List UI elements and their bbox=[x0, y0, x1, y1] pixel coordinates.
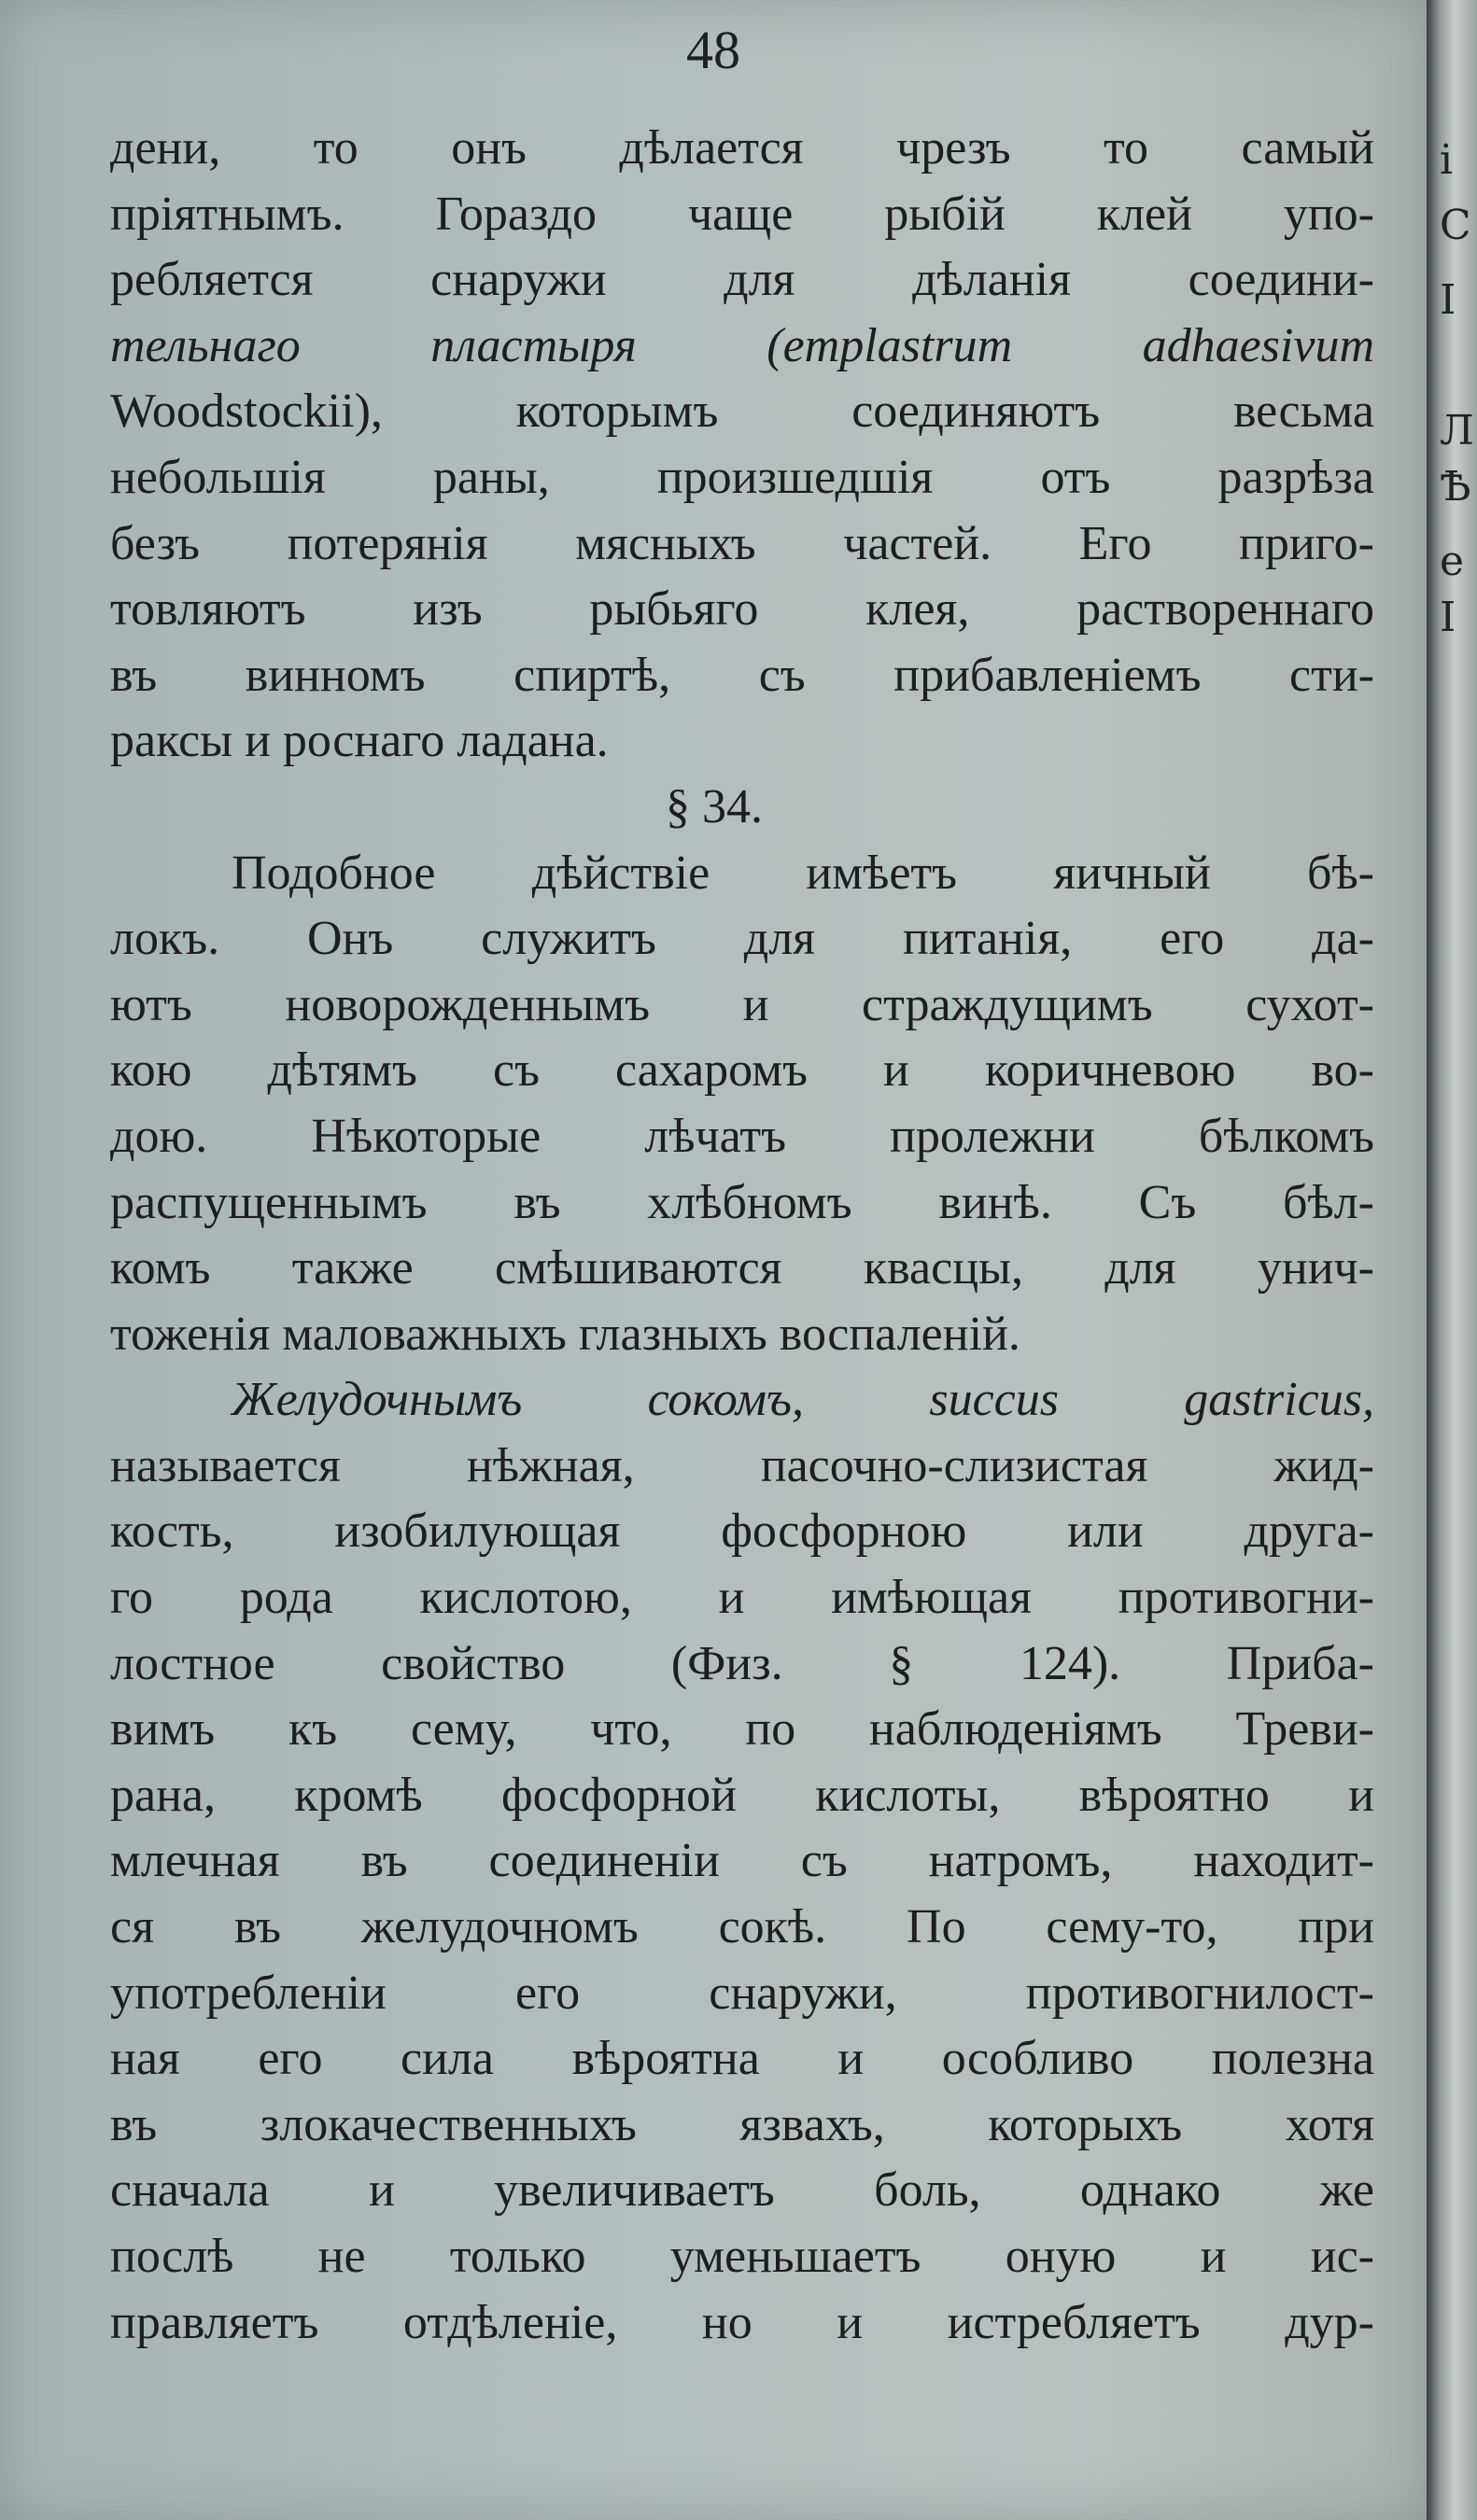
text-line: дою. Нѣкоторые лѣчатъ пролежни бѣлкомъ bbox=[110, 1109, 1374, 1163]
text-line: рана, кромѣ фосфорной кислоты, вѣроятно и bbox=[110, 1768, 1374, 1822]
text-line: называется нѣжная, пасочно-слизистая жид- bbox=[110, 1438, 1374, 1492]
text-line: ребляется снаружи для дѣланія соедини- bbox=[110, 253, 1374, 307]
text-line: Подобное дѣйствіе имѣетъ яичный бѣ- bbox=[232, 846, 1374, 900]
adjacent-page-glyph: І bbox=[1440, 594, 1456, 641]
adjacent-page-glyph: Л bbox=[1440, 407, 1474, 455]
text-line: локъ. Онъ служитъ для питанія, его да- bbox=[110, 912, 1374, 966]
adjacent-page-glyph: і bbox=[1440, 136, 1454, 184]
text-line: лостное свойство (Физ. § 124). Приба- bbox=[110, 1636, 1374, 1690]
text-line: тоженія маловажныхъ глазныхъ воспаленій. bbox=[110, 1307, 1020, 1361]
italic-text: тельнаго пластыря (emplastrum adhaesivum bbox=[110, 318, 1374, 372]
text-line: безъ потерянія мясныхъ частей. Его приго- bbox=[110, 516, 1374, 570]
adjacent-page-glyph: е bbox=[1440, 538, 1465, 585]
text-line: ная его сила вѣроятна и особливо полезна bbox=[110, 2032, 1374, 2086]
body-text bbox=[110, 116, 1374, 2356]
text-line: кость, изобилующая фосфорною или друга- bbox=[110, 1505, 1374, 1559]
text-line: раксы и роснаго ладана. bbox=[110, 714, 609, 768]
text-line bbox=[110, 314, 1374, 380]
page-number: 48 bbox=[686, 20, 740, 80]
text-line: кою дѣтямъ съ сахаромъ и коричневою во- bbox=[110, 1043, 1374, 1098]
text-line bbox=[110, 1367, 1374, 1434]
text-line: небольшія раны, произшедшія отъ разрѣза bbox=[110, 450, 1374, 504]
latin-term: succus gastricus, bbox=[929, 1373, 1374, 1427]
adjacent-page-glyph: С bbox=[1440, 202, 1471, 249]
italic-term: Желудочнымъ сокомъ, bbox=[232, 1373, 804, 1427]
adjacent-page-glyph: І bbox=[1440, 276, 1456, 324]
text-line: ютъ новорожденнымъ и страждущимъ сухот- bbox=[110, 977, 1374, 1031]
text-line: послѣ не только уменьшаетъ оную и ис- bbox=[110, 2230, 1374, 2283]
text-line: комъ также смѣшиваются квасцы, для унич- bbox=[110, 1241, 1374, 1295]
text-line: распущеннымъ въ хлѣбномъ винѣ. Съ бѣл- bbox=[110, 1175, 1374, 1229]
text-line: пріятнымъ. Гораздо чаще рыбій клей упо- bbox=[110, 187, 1374, 241]
text-line: въ винномъ спиртѣ, съ прибавленіемъ сти- bbox=[110, 648, 1374, 702]
text-line: млечная въ соединеніи съ натромъ, находит- bbox=[110, 1834, 1374, 1888]
text-line: дени, то онъ дѣлается чрезъ то самый bbox=[110, 121, 1374, 175]
text-line: вимъ къ сему, что, по наблюденіямъ Треви- bbox=[110, 1702, 1374, 1757]
text-line: сначала и увеличиваетъ боль, однако же bbox=[110, 2163, 1374, 2218]
text-line: правляетъ отдѣленіе, но и истребляетъ дур- bbox=[110, 2295, 1374, 2349]
text-line: товляютъ изъ рыбьяго клея, раствореннаго bbox=[110, 582, 1374, 637]
text-line: го рода кислотою, и имѣющая противогни- bbox=[110, 1571, 1374, 1625]
text-line: Woodstockii), которымъ соединяютъ весьма bbox=[110, 385, 1374, 439]
section-heading: § 34. bbox=[666, 779, 763, 833]
text-line: употребленіи его снаружи, противогнилост- bbox=[110, 1966, 1374, 2020]
adjacent-page-edge bbox=[1427, 0, 1477, 2520]
text-line: въ злокачественныхъ язвахъ, которыхъ хотя bbox=[110, 2097, 1374, 2151]
adjacent-page-glyph: Ѣ bbox=[1440, 463, 1471, 511]
text-line: ся въ желудочномъ сокѣ. По сему-то, при bbox=[110, 1900, 1374, 1954]
